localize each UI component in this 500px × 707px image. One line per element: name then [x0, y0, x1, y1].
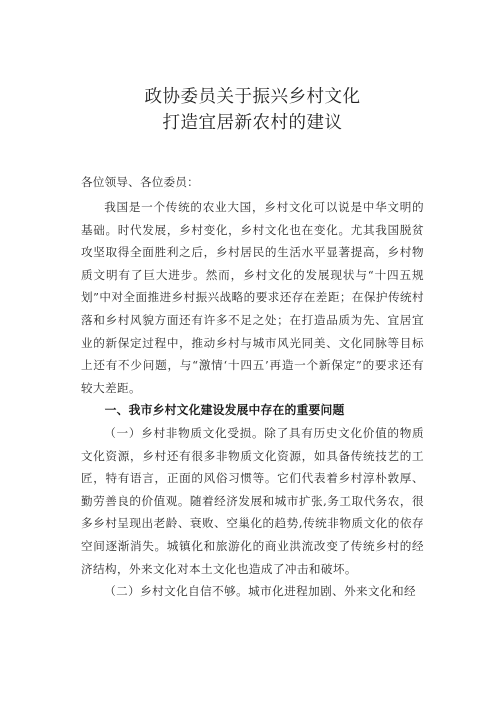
title-block	[81, 84, 424, 136]
salutation: 各位领导、各位委员：	[81, 175, 199, 189]
intro-paragraph: 我国是一个传统的农业大国，乡村文化可以说是中华文明的基础。时代发展，乡村变化，乡村文化也在变化。尤其我国脱贫攻坚取得全面胜利之后，乡村居民的生活水平显著提高，乡村物质文明有了巨大进步。然而，乡村文化的发展现状与“十四五规划”中对全面推进乡村振兴战略的要求还存在差距；在保护传统村落和乡村风貌方面还有许多不足之处；在打造品质为先、宜居宜业的新保定过程中，推动乡村与城市风光同美、文化同脉等目标上还有不少问题，与“激情‘十四五’再造一个新保定”的要求还有较大差距。	[81, 200, 424, 395]
section-heading-1: 一、我市乡村文化建设发展中存在的重要问题	[104, 403, 345, 418]
document-title-line-1: 政协委员关于振兴乡村文化	[144, 87, 361, 107]
document-title-line-2: 打造宜居新农村的建议	[162, 113, 343, 133]
subsection-paragraph-2: （二）乡村文化自信不够。城市化进程加剧、外来文化和经	[104, 584, 417, 599]
subsection-paragraph-1: （一）乡村非物质文化受损。除了具有历史文化价值的物质文化资源，乡村还有很多非物质文化资源，如具备传统技艺的工匠，特有语言，正面的风俗习惯等。它们代表着乡村淳朴敦厚、勤劳善良的价值观。随着经济发展和城市扩张,务工取代务农，很多乡村呈现出老龄、衰败、空巢化的趋势,传统非物质文化的依存空间逐渐消失。城镇化和旅游化的商业洪流改变了传统乡村的经济结构，外来文化对本土文化也造成了冲击和破坏。	[81, 425, 424, 576]
